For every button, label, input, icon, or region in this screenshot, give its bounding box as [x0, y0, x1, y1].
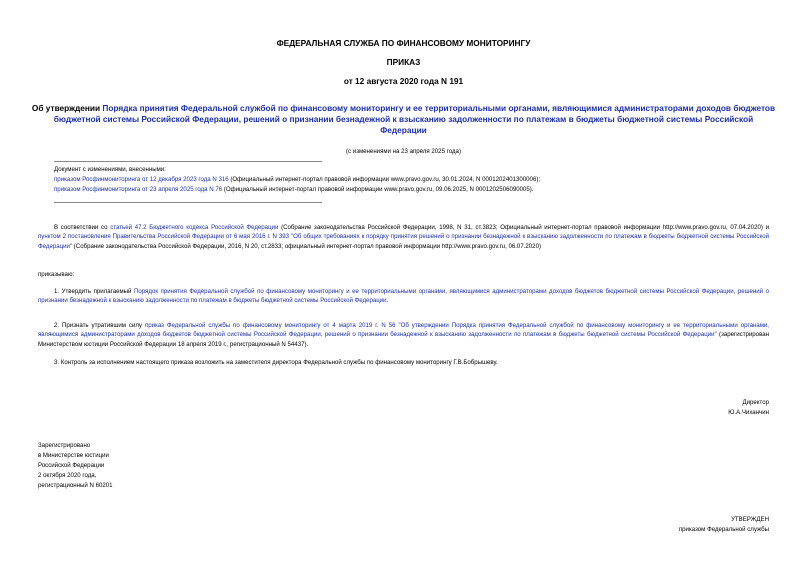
- p1-text-1: В соответствии со: [54, 224, 111, 231]
- p1-text-3: (Собрание законодательства Российской Федерации, 2016, N 20, ст.2833; официальный интернет-портал правовой информации http://www.pravo.gov.ru, 06.07.2020): [72, 242, 541, 250]
- registration-line: в Министерстве юстиции: [38, 452, 109, 459]
- signature-position: Директор: [742, 399, 769, 406]
- p3-text-2: (зарегистрирован Министерством юстиции Российской Федерации 18 апреля 2019 г., регистрационный N 54437).: [38, 331, 769, 348]
- amendment-rest-1: (Официальный интернет-портал правовой информации www.pravo.gov.ru, 30.01.2024, N 0001202401300006);: [228, 176, 541, 183]
- paragraph-legal-basis: [38, 223, 769, 251]
- amendment-item: [54, 175, 769, 185]
- title-link[interactable]: Порядка принятия Федеральной службой по финансовому мониторингу и ее территориальными органами, являющимися администраторами доходов бюджетов бюджетной системы Российской Федерации, решений о признании безнадежной к взысканию задолженности по платежам в бюджеты бюджетной системы Российской Федерации: [53, 103, 776, 135]
- registration-line: Российской Федерации: [38, 462, 105, 469]
- amendments-block: [54, 165, 769, 195]
- amendment-rest-2: (Официальный интернет-портал правовой информации www.pravo.gov.ru, 09.06.2025, N 0001202506090005).: [222, 186, 534, 193]
- registration-block: [38, 441, 113, 491]
- paragraph-item-1: [38, 287, 769, 306]
- amendment-link-2[interactable]: приказом Росфинмониторинга от 23 апреля 2025 года N 76: [54, 186, 223, 193]
- divider-top: [54, 161, 322, 162]
- order-word: приказываю:: [38, 271, 75, 278]
- signature-block: [728, 398, 769, 418]
- document-title: [30, 103, 777, 136]
- paragraph-item-3: 3. Контроль за исполнением настоящего приказа возложить на заместителя директора Федеральной службы по финансовому мониторингу Г.В.Бобрышеву.: [54, 359, 498, 366]
- doc-date-number: от 12 августа 2020 года N 191: [343, 76, 464, 86]
- amendments-intro: Документ с изменениями, внесенными:: [54, 166, 166, 173]
- p1-link-budget-code[interactable]: статьей 47.2 Бюджетного кодекса Российской Федерации: [110, 224, 279, 231]
- amendment-item: [54, 185, 769, 195]
- registration-line: Зарегистрировано: [38, 442, 91, 449]
- divider-bottom: [54, 202, 322, 203]
- amendment-link-1[interactable]: приказом Росфинмониторинга от 12 декабря 2023 года N 316: [54, 176, 229, 183]
- p2-text-1: 1. Утвердить прилагаемый: [54, 288, 134, 295]
- p2-text-2: .: [386, 297, 389, 305]
- doc-type: ПРИКАЗ: [386, 57, 421, 67]
- approved-by: приказом Федеральной службы: [678, 526, 769, 533]
- registration-line: регистрационный N 60201: [38, 482, 113, 489]
- approved-word: УТВЕРЖДЕН: [731, 516, 769, 523]
- p2-link-procedure[interactable]: Порядок принятия Федеральной службой по финансовому мониторингу и ее территориальными органами, являющимися администраторами доходов бюджетов бюджетной системы Российской Федерации, решений о признании безнадежной к взысканию задолженности по платежам в бюджеты бюджетной системы Российской Федерации: [38, 288, 770, 305]
- p1-link-resolution[interactable]: пунктом 2 постановления Правительства Российской Федерации от 6 мая 2016 г. N 393 "Об общих требованиях к порядку принятия решений о признании безнадежной к взысканию задолженности по платежам в бюджеты бюджетной системы Российской Федерации": [38, 233, 769, 250]
- title-prefix: Об утверждении: [31, 103, 103, 113]
- paragraph-item-2: [38, 321, 769, 349]
- p1-text-2: (Собрание законодательства Российской Федерации, 1998, N 31, ст.3823; Официальный интернет-портал правовой информации http://www.pravo.gov.ru, 07.04.2020) и: [278, 224, 769, 231]
- agency-name: ФЕДЕРАЛЬНАЯ СЛУЖБА ПО ФИНАНСОВОМУ МОНИТОРИНГУ: [276, 38, 531, 48]
- p3-link-old-order[interactable]: приказ Федеральной службы по финансовому мониторингу от 4 марта 2019 г. N 56 "Об утверждении Порядка принятия Федеральной службой по финансовому мониторингу и ее территориальными органами, являющимися администраторами доходов бюджетов бюджетной системы Российской Федерации, решений о признании безнадежной к взысканию задолженности по платежам в бюджеты бюджетной системы Российской Федерации": [38, 322, 769, 339]
- signature-name: Ю.А.Чиханчин: [728, 409, 769, 416]
- p3-text-1: 2. Признать утратившим силу: [54, 322, 145, 329]
- registration-line: 2 октября 2020 года,: [38, 472, 97, 479]
- revision-note: (с изменениями на 23 апреля 2025 года): [346, 148, 461, 155]
- approved-block: [679, 515, 769, 535]
